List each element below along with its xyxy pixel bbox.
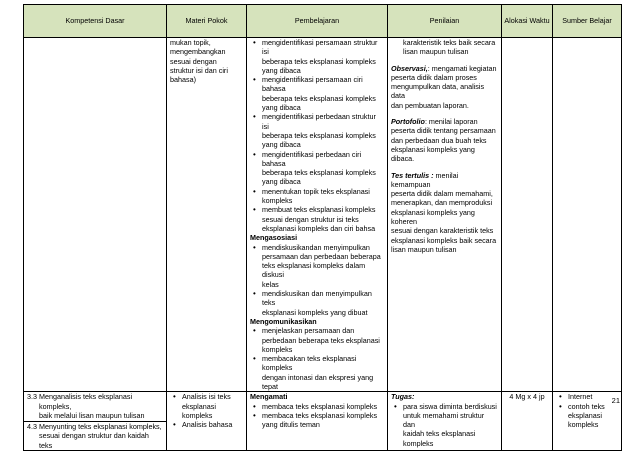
tes-text-line: eksplanasi kompleks baik secara — [391, 235, 497, 245]
observasi-label: Observasi, — [391, 63, 428, 73]
penilaian-cell — [388, 392, 502, 451]
list-item-line: kaidah teks eksplanasi kompleks — [403, 429, 476, 448]
portofolio-text-line: eksplanasi kompleks yang dibaca. — [391, 144, 475, 164]
list-item-line: • menjelaskan persamaan dan — [262, 326, 355, 336]
materi-cell — [167, 392, 247, 451]
header-materi-pokok: Materi Pokok — [167, 5, 247, 38]
list-item-line: eksplanasi — [182, 401, 216, 411]
kd-text — [39, 392, 163, 420]
portofolio-line — [391, 117, 498, 126]
materi-cell — [167, 38, 247, 392]
materi-item — [170, 392, 243, 420]
list-item-line: • mendiskusikan dan menyimpulkan teks — [262, 289, 372, 308]
list-item-line: yang ditulis teman — [262, 420, 320, 430]
list-item-line: kompleks — [568, 420, 599, 430]
activity-item — [250, 402, 384, 411]
list-item-line: • Analisis bahasa — [182, 420, 233, 430]
list-item-line: • mendiskusikandan menyimpulkan — [262, 242, 370, 252]
kd-text — [39, 422, 163, 450]
kd-text-line: baik melalui lisan maupun tulisan — [39, 410, 145, 420]
activity-item — [250, 75, 384, 112]
materi-line: sesuai dengan — [170, 56, 217, 66]
activity-item — [250, 38, 384, 75]
page-number: 21 — [611, 396, 620, 405]
sumber-item — [556, 402, 618, 430]
header-sumber-belajar: Sumber Belajar — [553, 5, 622, 38]
list-item-line: dengan intonasi dan ekspresi yang — [262, 372, 374, 382]
list-item-line: sesuai dengan struktur isi teks — [262, 214, 359, 224]
section-heading-mengamati: Mengamati — [250, 392, 288, 402]
pembelajaran-cell — [247, 38, 388, 392]
penilaian-line: lisan maupun tulisan — [403, 47, 469, 57]
portofolio-text-line: peserta didik tentang persamaan — [391, 126, 496, 136]
materi-item — [170, 420, 243, 429]
tugas-label: Tugas: — [391, 392, 415, 402]
observasi-rest: : mengamati kegiatan — [427, 63, 497, 73]
activity-item — [250, 326, 384, 354]
tes-rest: menilai kemampuan — [391, 170, 459, 189]
list-item-line: perbedaan beberapa teks eksplanasi — [262, 335, 380, 345]
list-item-line: eksplanasi — [568, 410, 602, 420]
kd-3-3 — [27, 392, 163, 421]
list-item-line: beberapa teks eksplanasi kompleks — [262, 56, 376, 66]
observasi-line — [391, 64, 498, 73]
materi-line: bahasa) — [170, 75, 196, 85]
activity-list — [250, 243, 384, 317]
tes-text — [391, 189, 498, 254]
list-item-line: • membuat teks eksplanasi kompleks — [262, 205, 376, 215]
materi-line: mukan topik, — [170, 38, 211, 47]
list-item-line: kompleks — [262, 196, 293, 206]
list-item-line: • membacakan teks eksplanasi kompleks — [262, 354, 357, 373]
list-item-line: tepat — [262, 381, 278, 391]
list-item-line: persamaan dan perbedaan beberapa — [262, 251, 381, 261]
section-heading-mengasosiasi: Mengasosiasi — [250, 233, 298, 243]
tes-text-line: lisan maupun tulisan — [391, 244, 457, 254]
tugas-list — [391, 402, 498, 448]
header-row — [24, 5, 622, 38]
alokasi-value: 4 Mg x 4 jp — [509, 392, 545, 402]
list-item-line: • mengidentifikasi persamaan ciri bahasa — [262, 75, 363, 94]
kd-cell — [24, 38, 167, 392]
tes-text-line: eksplanasi kompleks yang koheren — [391, 207, 475, 227]
kd-text-line: Menyunting teks eksplanasi kompleks, — [39, 422, 162, 432]
observasi-text-line: mengumpulkan data, analisis data — [391, 82, 485, 101]
header-kompetensi-dasar: Kompetensi Dasar — [24, 5, 167, 38]
portofolio-text-line: dan perbedaan dua buah teks — [391, 135, 487, 145]
activity-item — [250, 205, 384, 233]
list-item-line: eksplanasi kompleks dan ciri bahsa — [262, 223, 376, 233]
pembelajaran-cell — [247, 392, 388, 451]
penilaian-intro — [391, 38, 498, 57]
tes-text-line: sesuai dengan karakteristik teks — [391, 226, 494, 236]
list-item-line: beberapa teks eksplanasi kompleks — [262, 168, 376, 178]
activity-item — [250, 289, 384, 317]
tugas-item — [391, 402, 498, 448]
activity-list — [250, 326, 384, 391]
list-item-line: • Internet — [568, 392, 593, 402]
activity-item — [250, 243, 384, 289]
syllabus-table — [23, 4, 622, 451]
list-item-line: • menentukan topik teks eksplanasi — [262, 186, 370, 196]
portofolio-label: Portofolio — [391, 117, 425, 127]
list-item-line: kompleks — [262, 344, 293, 354]
list-item-line: teks eksplanasi kompleks dalam diskusi — [262, 261, 366, 280]
alokasi-cell — [502, 392, 553, 451]
header-pembelajaran: Pembelajaran — [247, 5, 388, 38]
sumber-cell — [553, 38, 622, 392]
portofolio-text — [391, 126, 498, 163]
observasi-text — [391, 73, 498, 110]
activity-item — [250, 112, 384, 149]
penilaian-line: karakteristik teks baik secara — [403, 38, 496, 47]
list-item-line: • mengidentifikasi perbedaan struktur isi — [262, 112, 376, 131]
tes-line — [391, 171, 498, 190]
list-item-line: yang dibaca — [262, 177, 301, 187]
observasi-text-line: peserta didik dalam proses — [391, 72, 477, 82]
activity-list — [250, 38, 384, 233]
materi-line: struktur isi dan ciri — [170, 65, 228, 75]
list-item-line: kompleks — [182, 410, 213, 420]
list-item-line: yang dibaca — [262, 103, 301, 113]
kd-cell — [24, 392, 167, 451]
kd-text-line: Menganalisis teks eksplanasi kompleks, — [39, 392, 133, 411]
penilaian-cell — [388, 38, 502, 392]
list-item-line: yang dibaca — [262, 140, 301, 150]
kd-number: 4.3 — [27, 422, 37, 432]
header-alokasi-waktu: Alokasi Waktu — [502, 5, 553, 38]
sumber-item — [556, 392, 618, 401]
list-item-line: • membaca teks eksplanasi kompleks — [262, 401, 378, 411]
table-row — [24, 38, 622, 392]
activity-item — [250, 411, 384, 430]
header-penilaian: Penilaian — [388, 5, 502, 38]
observasi-text-line: dan pembuatan laporan. — [391, 100, 469, 110]
list-item-line: • mengidentifikasi persamaan struktur isi — [262, 38, 378, 57]
portofolio-rest: : menilai laporan — [424, 117, 478, 127]
activity-item — [250, 187, 384, 206]
materi-line: mengembangkan — [170, 47, 226, 57]
activity-item — [250, 150, 384, 187]
list-item-line: kelas — [262, 279, 279, 289]
list-item-line: beberapa teks eksplanasi kompleks — [262, 93, 376, 103]
kd-4-3 — [24, 421, 166, 450]
activity-list — [250, 402, 384, 430]
activity-item — [250, 354, 384, 391]
tes-text-line: peserta didik dalam memahami, — [391, 189, 493, 199]
alokasi-cell — [502, 38, 553, 392]
list-item-line: • para siswa diminta berdiskusi — [403, 401, 497, 411]
materi-lines — [170, 38, 243, 84]
section-heading-mengomunikasikan: Mengomunikasikan — [250, 316, 317, 326]
list-item-line: beberapa teks eksplanasi kompleks — [262, 130, 376, 140]
kd-text-line: sesuai dengan struktur dan kaidah teks — [39, 431, 149, 450]
list-item-line: eksplanasi kompleks yang dibuat — [262, 307, 368, 317]
list-item-line: untuk memahami struktur dan — [403, 410, 485, 430]
tes-label: Tes tertulis : — [391, 170, 434, 180]
tes-text-line: menerapkan, dan memproduksi — [391, 198, 493, 208]
sumber-list — [556, 392, 618, 429]
list-item-line: • mengidentifikasi perbedaan ciri bahasa — [262, 149, 362, 168]
list-item-line: • contoh teks — [568, 401, 605, 411]
list-item-line: • membaca teks eksplanasi kompleks — [262, 410, 378, 420]
materi-list — [170, 392, 243, 429]
table-row — [24, 392, 622, 451]
list-item-line: • Analisis isi teks — [182, 392, 231, 402]
kd-number: 3.3 — [27, 392, 37, 402]
list-item-line: yang dibaca — [262, 65, 301, 75]
